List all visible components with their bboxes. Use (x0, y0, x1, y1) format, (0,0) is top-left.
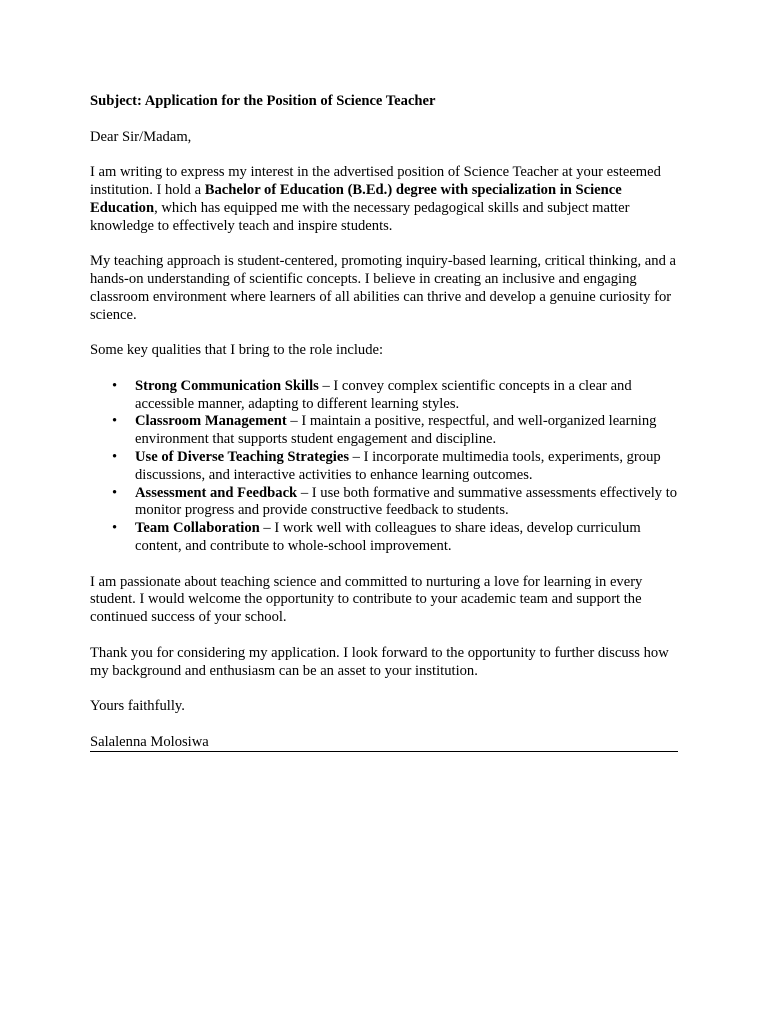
approach-paragraph: My teaching approach is student-centered, promoting inquiry-based learning, critical thinking, and a hands-on understanding of scientific concepts. I believe in creating an inclusive and engaging classroom environment where learners of all abilities can thrive and develop a genuine curiosity for science. (90, 253, 677, 323)
bullet-icon: • (112, 448, 118, 465)
degree-highlight: Bachelor of Education (B.Ed.) degree with specialization in Science Education (90, 181, 622, 216)
quality-title: Team Collaboration (135, 520, 260, 537)
quality-item (90, 520, 680, 556)
letter-subject: Subject: Application for the Position of Science Teacher (90, 93, 436, 109)
quality-item (90, 378, 680, 414)
bullet-icon: • (112, 377, 118, 394)
passion-paragraph: I am passionate about teaching science and committed to nurturing a love for learning in every student. I would welcome the opportunity to contribute to your academic team and support the continued success of your school. (90, 573, 643, 626)
letter-page (90, 93, 680, 752)
quality-text: – I maintain a positive, respectful, and well-organized learning environment that supports student engagement and discipline. (135, 413, 657, 448)
bullet-icon: • (112, 413, 118, 430)
qualities-intro: Some key qualities that I bring to the role include: (90, 342, 384, 359)
qualities-list (90, 378, 680, 556)
quality-text: – I convey complex scientific concepts in a clear and accessible manner, adapting to different learning styles. (135, 377, 632, 412)
quality-title: Classroom Management (135, 413, 287, 430)
intro-text-start: I am writing to express my interest in the advertised position of Science Teacher at your esteemed institution. I hold a (90, 164, 661, 198)
signature-name: Salalenna Molosiwa (90, 734, 678, 753)
quality-text: – I work well with colleagues to share ideas, develop curriculum content, and contribute to whole-school improvement. (135, 520, 641, 554)
intro-paragraph (90, 164, 680, 235)
quality-title: Use of Diverse Teaching Strategies (135, 448, 350, 465)
greeting: Dear Sir/Madam, (90, 128, 192, 145)
intro-text-end: , which has equipped me with the necessary pedagogical skills and subject matter knowledge to effectively teach and inspire students. (90, 199, 630, 234)
closing: Yours faithfully. (90, 698, 185, 715)
quality-title: Assessment and Feedback (135, 484, 298, 501)
quality-title: Strong Communication Skills (135, 377, 319, 394)
quality-item (90, 485, 680, 521)
quality-text: – I use both formative and summative assessments effectively to monitor progress and provide constructive feedback to students. (135, 484, 678, 519)
bullet-icon: • (112, 484, 118, 501)
quality-text: – I incorporate multimedia tools, experiments, group discussions, and interactive activities to enhance learning outcomes. (135, 448, 661, 483)
bullet-icon: • (112, 520, 118, 537)
quality-item (90, 449, 680, 485)
thanks-paragraph: Thank you for considering my application. I look forward to the opportunity to further discuss how my background and enthusiasm can be an asset to your institution. (90, 644, 669, 679)
quality-item (90, 413, 680, 449)
